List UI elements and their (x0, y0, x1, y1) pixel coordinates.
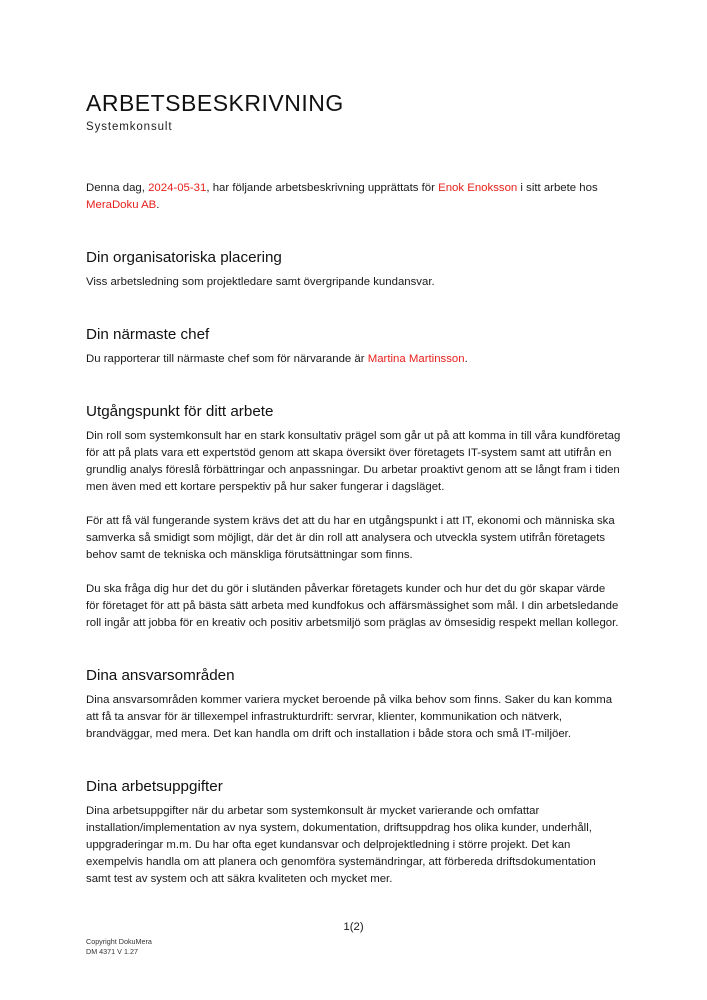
section-placement (86, 248, 621, 291)
footer-document-id: DM 4371 V 1.27 (86, 947, 138, 956)
section-responsibilities (86, 666, 621, 743)
section-manager (86, 325, 621, 368)
page-number: 1(2) (343, 921, 364, 933)
document-subtitle: Systemkonsult (86, 121, 173, 133)
document-title: ARBETSBESKRIVNING (86, 90, 344, 116)
tasks-text: Dina arbetsuppgifter när du arbetar som systemkonsult är mycket varierande och omfattar installation/implementation av nya system, dokumentation, driftsuppdrag hos olika kunder, underhåll, uppgraderingar m.m. Du har ofta eget kundansvar och delprojektledning i större projekt. Det kan exempelvis handla om att planera och genomföra systemändringar, att förbereda driftsdokumentation samt test av system och att säkra kvaliteten och mycket mer. (86, 805, 596, 885)
section-heading-placement: Din organisatoriska placering (86, 249, 282, 266)
document-content (86, 88, 621, 888)
section-heading-starting-point: Utgångspunkt för ditt arbete (86, 403, 274, 420)
responsibilities-text: Dina ansvarsområden kommer variera mycket beroende på vilka behov som finns. Saker du kan komma att få ta ansvar för är tillexempel infrastrukturdrift: servrar, klienter, kommunikation och nätverk, brandväggar, med mera. Det kan handla om drift och installation i både stora och små IT-miljöer. (86, 694, 613, 740)
footer (86, 937, 152, 957)
intro-text-1: Denna dag, (86, 182, 149, 194)
section-tasks (86, 777, 621, 888)
placement-text: Viss arbetsledning som projektledare samt övergripande kundansvar. (86, 276, 435, 288)
date-field: 2024-05-31 (148, 182, 207, 194)
intro-text-2: , har följande arbetsbeskrivning upprättats för (206, 182, 439, 194)
manager-text-before: Du rapporterar till närmaste chef som för närvarande är (86, 353, 368, 365)
intro-text-3: i sitt arbete hos (517, 182, 598, 194)
starting-point-paragraph-2: För att få väl fungerande system krävs det att du har en utgångspunkt i att IT, ekonomi och människa ska samverka så smidigt som möjligt, där det är din roll att analysera och utveckla system utifrån företagets behov samt de tekniska och mänskliga förutsättningar som finns. (86, 515, 615, 561)
starting-point-paragraph-1: Din roll som systemkonsult har en stark konsultativ prägel som går ut på att komma in till våra kundföretag för att på plats vara ett expertstöd genom att skapa översikt över företagets IT-system samt att utifrån en grundlig analys föreslå förbättringar och anpassningar. Du arbetar proaktivt genom att se långt fram i tiden men även med ett kortare perspektiv på hur saker fungerar i dagsläget. (86, 430, 621, 493)
intro-text-4: . (156, 199, 160, 211)
intro-paragraph (86, 180, 621, 214)
employee-name-field: Enok Enoksson (438, 182, 518, 194)
footer-copyright: Copyright DokuMera (86, 937, 152, 946)
manager-text-after: . (464, 353, 468, 365)
company-name-field: MeraDoku AB (86, 199, 157, 211)
section-heading-manager: Din närmaste chef (86, 326, 210, 343)
manager-name-field: Martina Martinsson (367, 353, 465, 365)
manager-paragraph (86, 351, 621, 368)
section-starting-point (86, 402, 621, 632)
starting-point-paragraph-3: Du ska fråga dig hur det du gör i slutänden påverkar företagets kunder och hur det du gör skapar värde för företaget för att på bästa sätt arbeta med kundfokus och affärsmässighet som mål. I din arbetsledande roll ingår att jobba för en kreativ och positiv arbetsmiljö som präglas av ömsesidig respekt mellan kollegor. (86, 583, 619, 629)
section-heading-tasks: Dina arbetsuppgifter (86, 778, 223, 795)
section-heading-responsibilities: Dina ansvarsområden (86, 667, 235, 684)
